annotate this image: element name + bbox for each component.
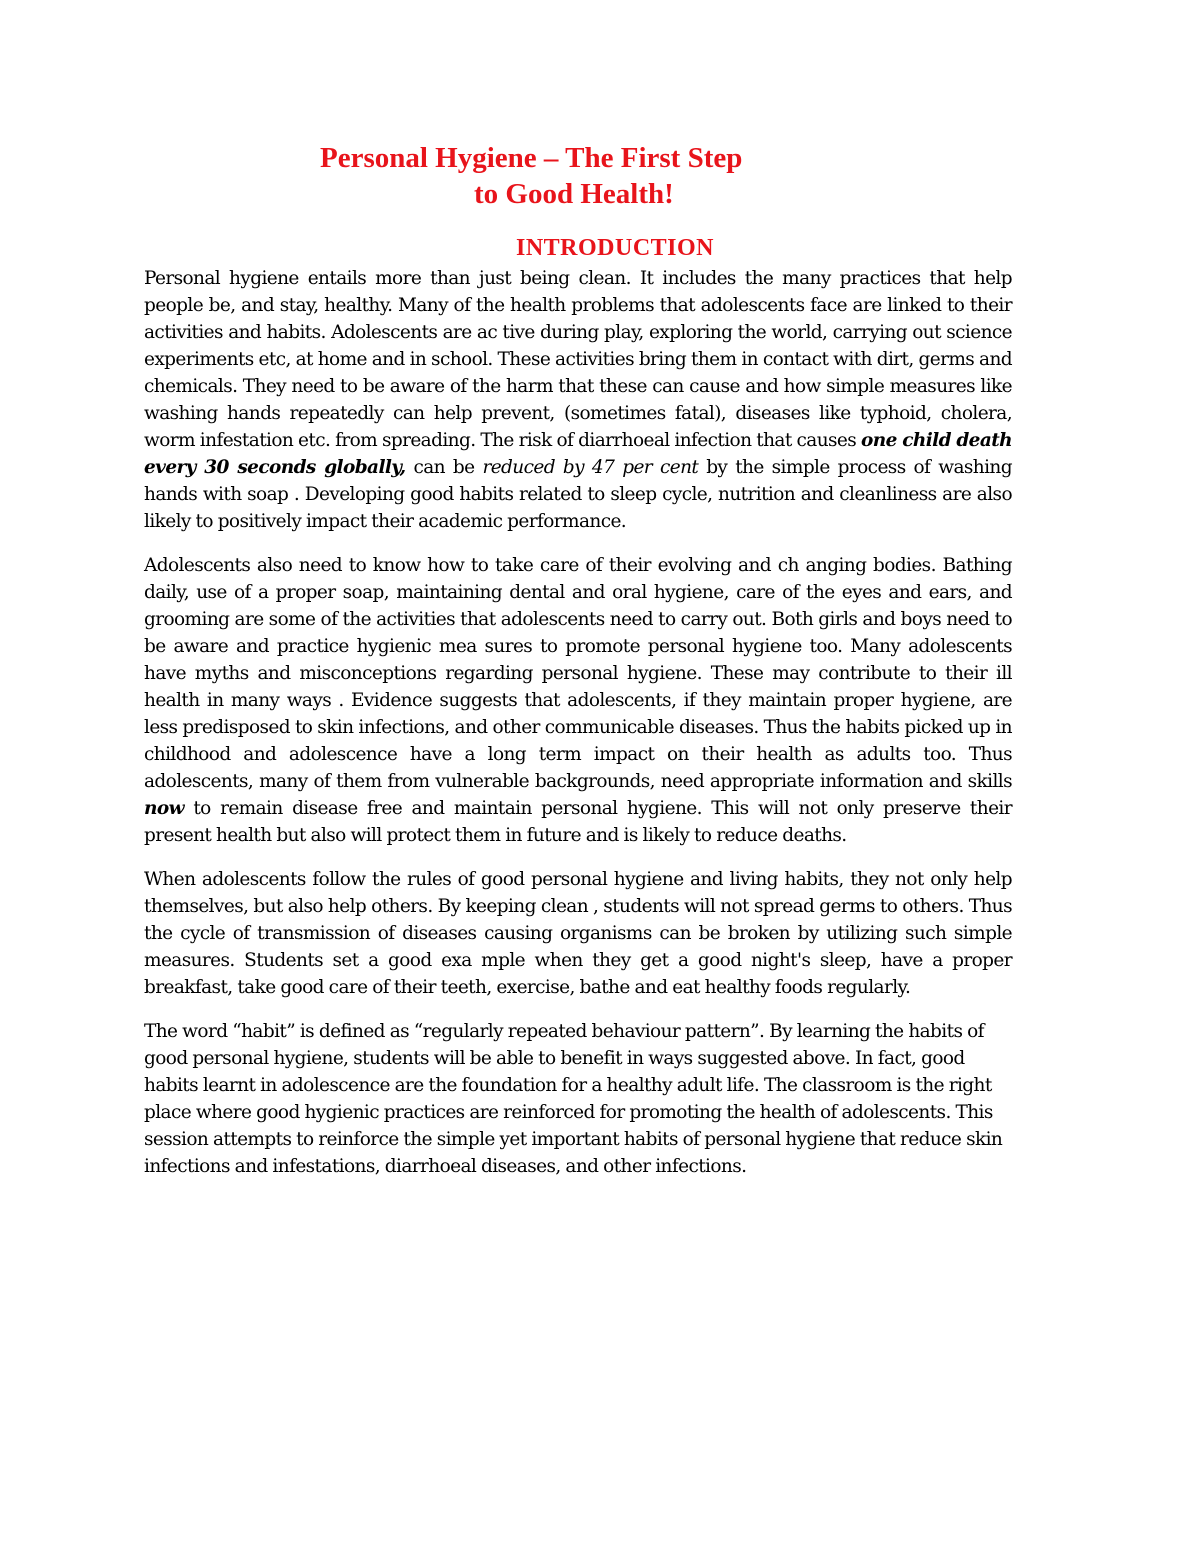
paragraph-1-text-c: can be	[405, 457, 483, 478]
section-heading: INTRODUCTION	[515, 235, 715, 261]
paragraph-2	[144, 552, 1012, 849]
paragraph-2-text-c: to remain disease free and maintain personal hygiene. This will not only preserve their present health but also will protect them in future and is likely to reduce deaths.	[144, 798, 1012, 846]
paragraph-4: The word “habit” is defined as “regularly repeated behaviour pattern”. By learning the habits of good personal hygiene, students will be able to benefit in ways suggested above. In fact, good habits learnt in adolescence are the foundation for a healthy adult life. The classroom is the right place where good hygienic practices are reinforced for promoting the health of adolescents. This session attempts to reinforce the simple yet important habits of personal hygiene that reduce skin infections and infestations, diarrhoeal diseases, and other infections.	[144, 1021, 1003, 1177]
paragraph-1	[144, 265, 1012, 535]
paragraph-2-emphasis-now: now	[144, 798, 184, 819]
paragraph-1-emphasis-reduced: reduced by 47 per cent	[482, 457, 699, 478]
paragraph-1-text-e: by the simple process of washing hands with soap . Developing good habits related to sleep cycle, nutrition and cleanliness are also likely to positively impact their academic performance.	[144, 457, 1012, 532]
title-line-2: to Good Health!	[474, 178, 674, 210]
paragraph-1-text-a: Personal hygiene entails more than just being clean. It includes the many practices that help people be, and stay, healthy. Many of the health problems that adolescents face are linked to their activities and habits. Adolescents are ac tive during play, exploring the world, carrying out science experiments etc, at home and in school. These activities bring them in contact with dirt, germs and chemicals. They need to be aware of the harm that these can cause and how simple measures like washing hands repeatedly can help prevent, (sometimes fatal), diseases like typhoid, cholera, worm infestation etc. from spreading. The risk of diarrhoeal infection that causes	[144, 268, 1012, 451]
paragraph-3: When adolescents follow the rules of good personal hygiene and living habits, they not only help themselves, but also help others. By keeping clean , students will not spread germs to others. Thus the cycle of transmission of diseases causing organisms can be broken by utilizing such simple measures. Students set a good exa mple when they get a good night's sleep, have a proper breakfast, take good care of their teeth, exercise, bathe and eat healthy foods regularly.	[144, 869, 1012, 998]
paragraph-1-emphasis-child-death: one child death every 30 seconds globally,	[144, 430, 1013, 478]
paragraph-2-text-a: Adolescents also need to know how to take care of their evolving and ch anging bodies. Bathing daily, use of a proper soap, maintaining dental and oral hygiene, care of the eyes and ears, and grooming are some of the activities that adolescents need to carry out. Both girls and boys need to be aware and practice hygienic mea sures to promote personal hygiene too. Many adolescents have myths and misconceptions regarding personal hygiene. These may contribute to their ill health in many ways . Evidence suggests that adolescents, if they maintain proper hygiene, are less predisposed to skin infections, and other communicable diseases. Thus the habits picked up in childhood and adolescence have a long term impact on their health as adults too. Thus adolescents, many of them from vulnerable backgrounds, need appropriate information and skills	[144, 555, 1012, 792]
document-body	[144, 265, 1012, 1197]
title-line-1: Personal Hygiene – The First Step	[320, 142, 743, 174]
